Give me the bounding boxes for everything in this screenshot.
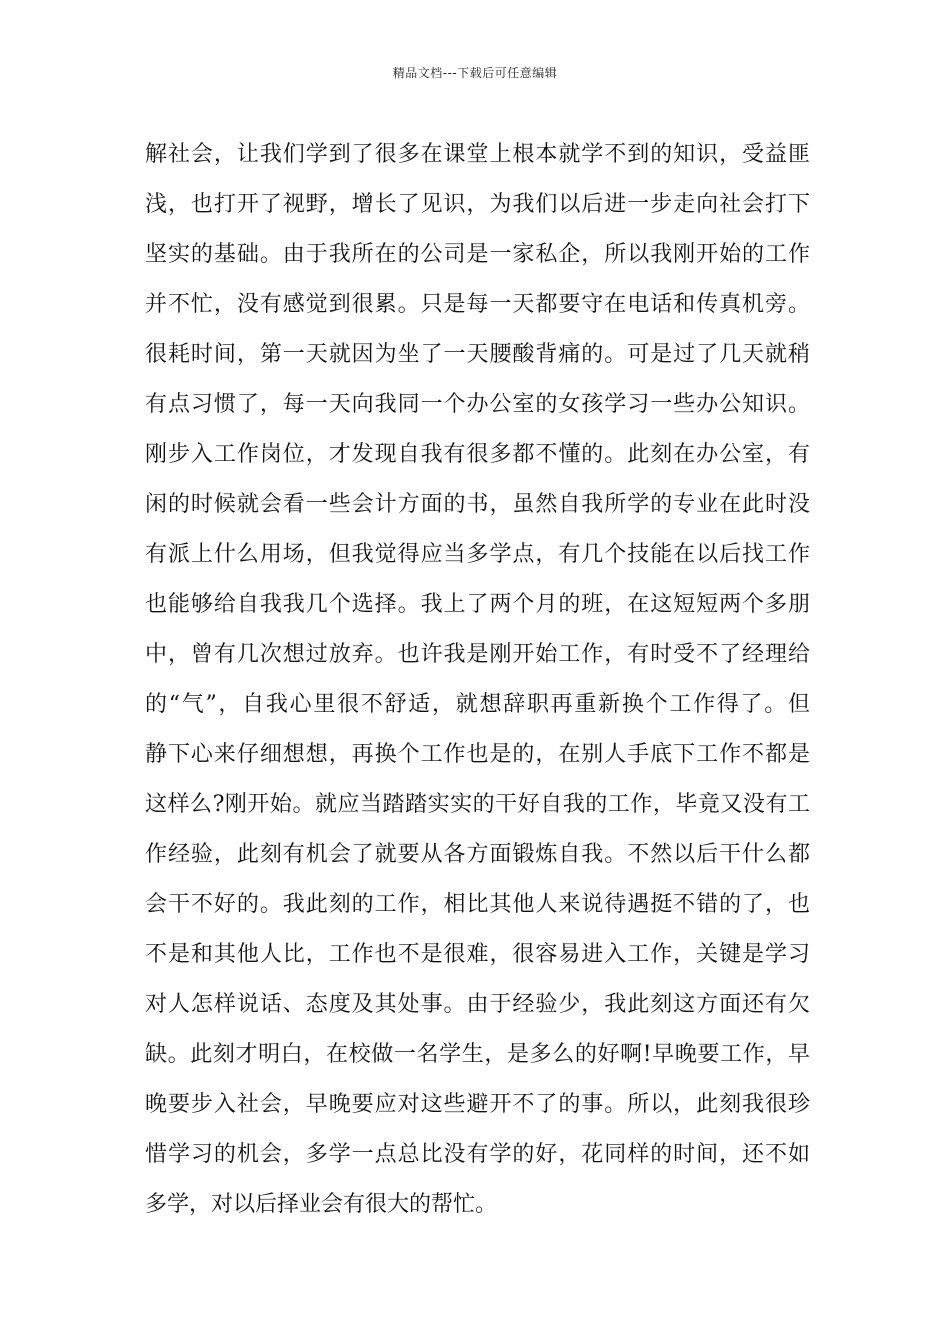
text-line: 晚要步入社会，早晚要应对这些避开不了的事。所以，此刻我很珍 (145, 1092, 810, 1117)
text-line: 缺。此刻才明白，在校做一名学生，是多么的好啊!早晚要工作，早 (145, 1042, 810, 1067)
text-line: 对人怎样说话、态度及其处事。由于经验少，我此刻这方面还有欠 (145, 992, 810, 1017)
text-line: 这样么?刚开始。就应当踏踏实实的干好自我的工作，毕竟又没有工 (145, 792, 810, 817)
text-line: 不是和其他人比，工作也不是很难，很容易进入工作，关键是学习 (145, 942, 810, 967)
text-line: 有点习惯了，每一天向我同一个办公室的女孩学习一些办公知识。 (145, 392, 810, 417)
text-line: 解社会，让我们学到了很多在课堂上根本就学不到的知识，受益匪 (145, 142, 810, 167)
text-line: 会干不好的。我此刻的工作，相比其他人来说待遇挺不错的了，也 (145, 892, 810, 917)
text-line: 闲的时候就会看一些会计方面的书，虽然自我所学的专业在此时没 (145, 492, 810, 517)
text-line: 惜学习的机会，多学一点总比没有学的好，花同样的时间，还不如 (145, 1142, 810, 1167)
text-line: 有派上什么用场，但我觉得应当多学点，有几个技能在以后找工作 (145, 542, 810, 567)
text-line: 多学，对以后择业会有很大的帮忙。 (145, 1192, 498, 1217)
text-line: 也能够给自我我几个选择。我上了两个月的班，在这短短两个多朋 (145, 592, 810, 617)
text-line: 并不忙，没有感觉到很累。只是每一天都要守在电话和传真机旁。 (145, 292, 810, 317)
page-header: 精品文档---下载后可任意编辑 (392, 66, 558, 80)
text-line: 坚实的基础。由于我所在的公司是一家私企，所以我刚开始的工作 (145, 242, 810, 267)
text-line: 浅，也打开了视野，增长了见识，为我们以后进一步走向社会打下 (145, 192, 810, 217)
text-line: 刚步入工作岗位，才发现自我有很多都不懂的。此刻在办公室，有 (145, 442, 810, 467)
text-line: 作经验，此刻有机会了就要从各方面锻炼自我。不然以后干什么都 (145, 842, 810, 867)
text-line: 中，曾有几次想过放弃。也许我是刚开始工作，有时受不了经理给 (145, 642, 810, 667)
text-line: 很耗时间，第一天就因为坐了一天腰酸背痛的。可是过了几天就稍 (145, 342, 810, 367)
body-text (145, 130, 810, 1230)
text-line: 静下心来仔细想想，再换个工作也是的，在别人手底下工作不都是 (145, 742, 810, 767)
text-line: 的“气”，自我心里很不舒适，就想辞职再重新换个工作得了。但 (145, 692, 810, 717)
